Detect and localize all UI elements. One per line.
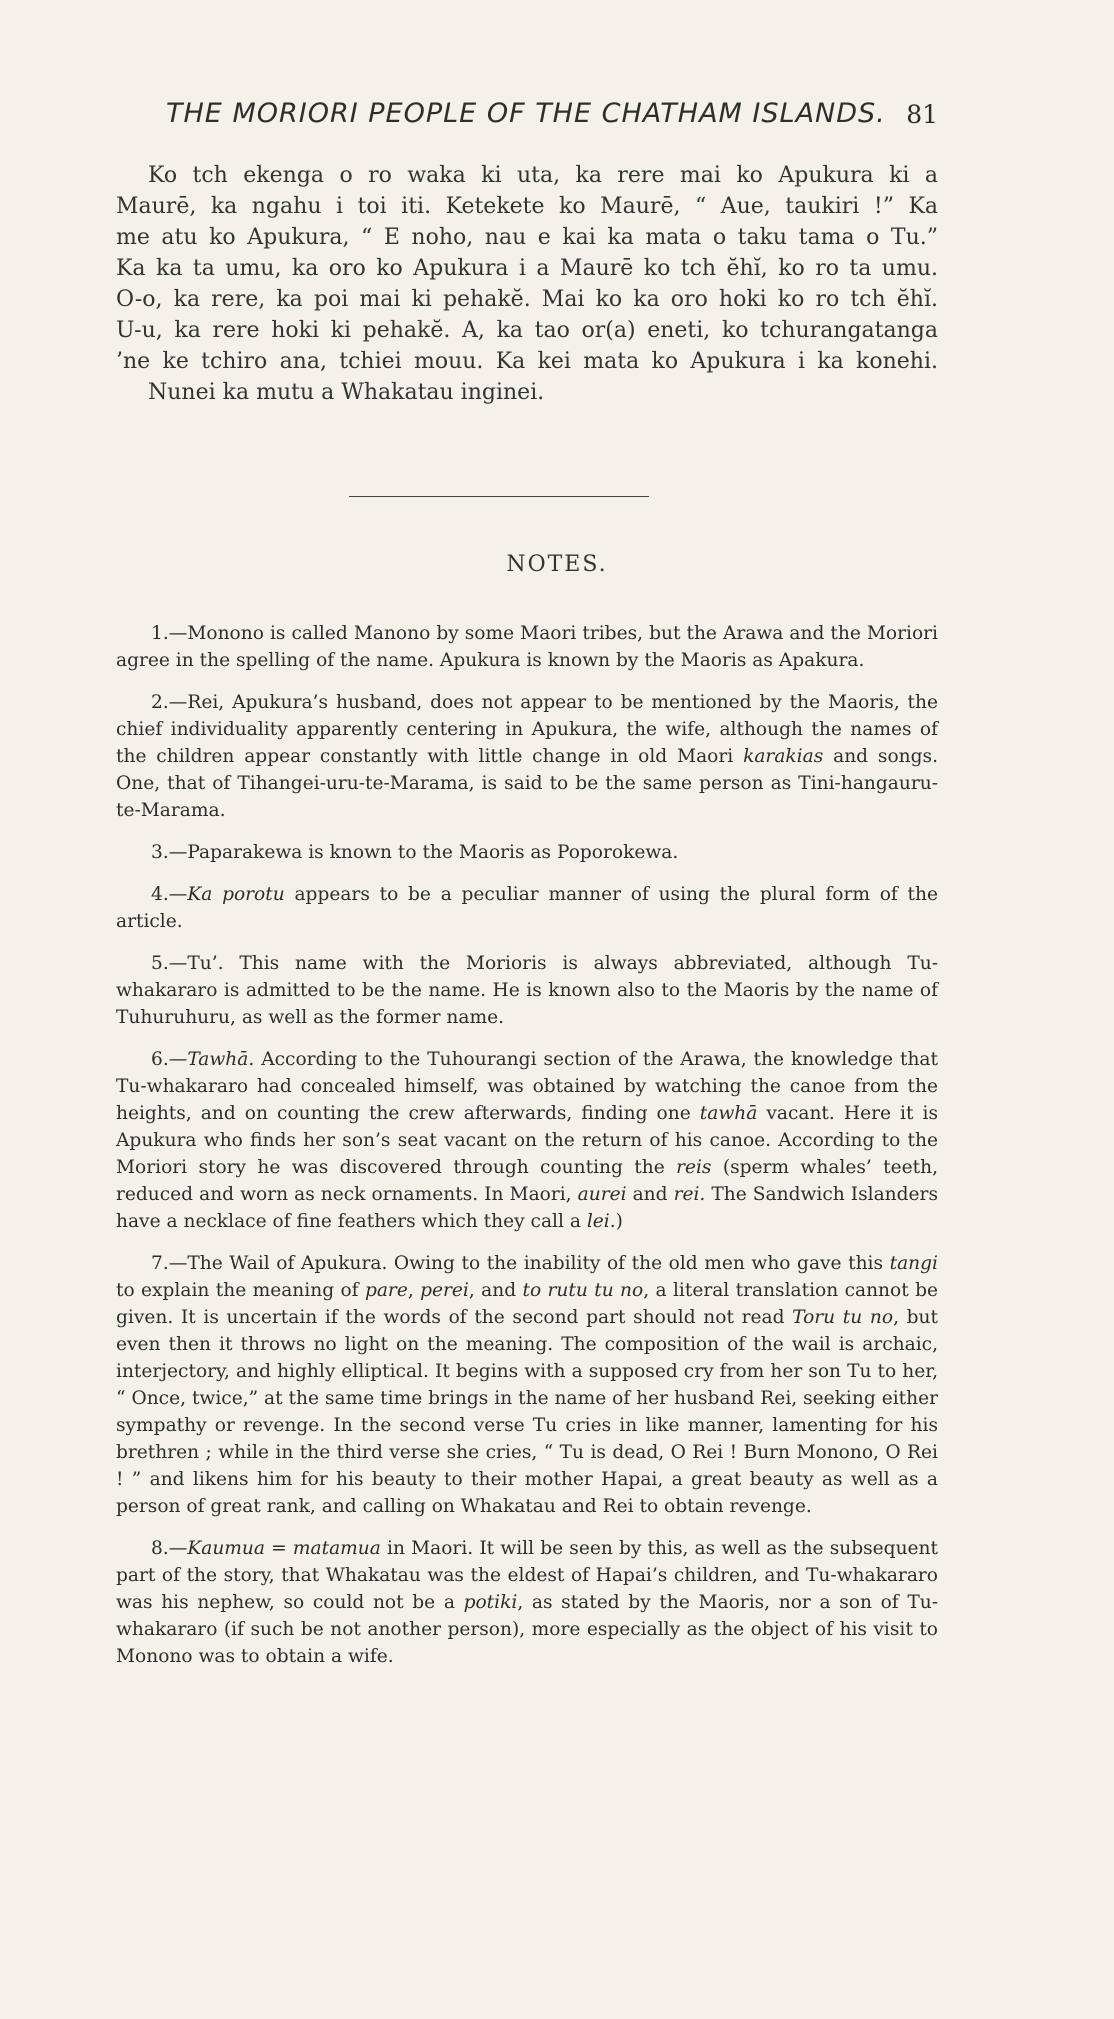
running-header	[166, 98, 944, 138]
note-text: 4.—	[151, 884, 188, 905]
note-text: 8.—	[151, 1538, 188, 1559]
running-title: THE MORIORI PEOPLE OF THE CHATHAM ISLANDS.	[166, 98, 886, 129]
note-italic-term: Kaumua	[187, 1538, 265, 1559]
note-paragraph	[116, 620, 938, 674]
section-divider	[349, 496, 649, 497]
notes-heading: NOTES.	[506, 552, 608, 577]
note-text: ,	[407, 1280, 421, 1301]
note-text: appears to be a peculiar manner of using the plural form of the article.	[116, 884, 938, 932]
tale-line: me atu ko Apukura, “ E noho, nau e kai ka mata o taku tama o Tu.”	[116, 225, 938, 250]
note-paragraph	[116, 881, 938, 935]
note-text: vacant. Here it is Apukura who finds her son’s seat vacant on the return of his canoe. According to the Moriori story he was discovered through counting the	[116, 1103, 939, 1178]
note-paragraph	[116, 1046, 938, 1235]
note-paragraph	[116, 1535, 938, 1670]
note-paragraph	[116, 950, 938, 1031]
note-italic-term: pare	[364, 1280, 408, 1301]
notes-list	[116, 620, 938, 1685]
note-italic-term: tawhā	[699, 1103, 758, 1124]
note-text: , but even then it throws no light on the meaning. The composition of the wail is archaic, interjectory, and highly elliptical. It begins with a supposed cry from her son Tu to her, “ Once, twice,” at the same time brings in the name of her husband Rei, seeking either sympathy or revenge. In the second verse Tu cries in like manner, lamenting for his brethren ; while in the third verse she cries, “ Tu is dead, O Rei ! Burn Monono, O Rei ! ” and likens him for his beauty to their mother Hapai, a great beauty as well as a person of great rank, and calling on Whakatau and Rei to obtain revenge.	[116, 1307, 939, 1517]
tale-line: Ko tch ekenga o ro waka ki uta, ka rere mai ko Apukura ki a	[148, 163, 938, 188]
note-italic-term: perei	[420, 1280, 469, 1301]
note-italic-term: matamua	[292, 1538, 381, 1559]
tale-line: Maurē, ka ngahu i toi iti. Ketekete ko Maurē, “ Aue, taukiri !” Ka	[116, 194, 938, 219]
tale-line: Ka ka ta umu, ka oro ko Apukura i a Maurē ko tch ĕhĭ, ko ro ta umu.	[116, 256, 938, 281]
note-italic-term: Ka porotu	[187, 884, 285, 905]
tale-line: ’ne ke tchiro ana, tchiei mouu. Ka kei mata ko Apukura i ka konehi.	[116, 349, 938, 374]
note-text: 1.—Monono is called Manono by some Maori tribes, but the Arawa and the Moriori agree in the spelling of the name. Apukura is known by the Maoris as Apakura.	[116, 623, 938, 671]
note-italic-term: rei.	[673, 1184, 706, 1205]
note-italic-term: lei.	[586, 1211, 616, 1232]
note-text: and songs. One, that of Tihangei-uru-te-Marama, is said to be the same person as Tini-hangauru-te-Marama.	[116, 746, 938, 821]
note-italic-term: Tawhā.	[187, 1049, 255, 1070]
note-italic-term: aurei	[577, 1184, 627, 1205]
note-text: , and	[468, 1280, 523, 1301]
note-text: )	[615, 1211, 623, 1232]
note-italic-term: potiki	[463, 1592, 518, 1613]
page-number: 81	[906, 100, 938, 129]
tale-text	[116, 160, 938, 408]
note-text: =	[265, 1538, 293, 1559]
note-italic-term: reis	[676, 1157, 712, 1178]
note-italic-term: karakias	[743, 746, 824, 767]
tale-line: U-u, ka rere hoki ki pehakĕ. A, ka tao or(a) eneti, ko tchurangatanga	[116, 318, 938, 343]
note-italic-term: tangi	[889, 1253, 938, 1274]
note-text: (sperm whales’ teeth, reduced and worn as neck ornaments. In Maori,	[116, 1157, 939, 1205]
note-text: 5.—Tu’. This name with the Morioris is always abbreviated, although Tu-whakararo is admitted to be the name. He is known also to the Maoris by the name of Tuhuruhuru, as well as the former name.	[116, 953, 938, 1028]
tale-closing-line: Nunei ka mutu a Whakatau inginei.	[148, 380, 545, 405]
note-text: According to the Tuhourangi section of the Arawa, the knowledge that Tu-whakararo had concealed himself, was obtained by watching the canoe from the heights, and on counting the crew afterwards, finding one	[116, 1049, 938, 1124]
note-text: in Maori. It will be seen by this, as well as the subsequent part of the story, that Whakatau was the eldest of Hapai’s children, and Tu-whakararo was his nephew, so could not be a	[116, 1538, 939, 1613]
note-paragraph	[116, 689, 938, 824]
tale-line: O-o, ka rere, ka poi mai ki pehakĕ. Mai ko ka oro hoki ko ro tch ĕhĭ.	[116, 287, 938, 312]
note-paragraph	[116, 839, 938, 866]
note-text: , a literal translation cannot be given. It is uncertain if the words of the second part should not read	[116, 1280, 938, 1328]
note-text: 6.—	[151, 1049, 188, 1070]
note-italic-term: to rutu tu no	[522, 1280, 644, 1301]
note-italic-term: Toru tu no	[792, 1307, 894, 1328]
note-text: 2.—Rei, Apukura’s husband, does not appear to be mentioned by the Maoris, the chief individuality apparently centering in Apukura, the wife, although the names of the children appear constantly with little change in old Maori	[116, 692, 938, 767]
note-text: 7.—The Wail of Apukura. Owing to the inability of the old men who gave this	[151, 1253, 890, 1274]
note-text: to explain the meaning of	[116, 1280, 365, 1301]
note-text: , as stated by the Maoris, nor a son of Tu-whakararo (if such be not another person), more especially as the object of his visit to Monono was to obtain a wife.	[116, 1592, 938, 1667]
note-text: and	[626, 1184, 674, 1205]
note-paragraph	[116, 1250, 938, 1520]
note-text: 3.—Paparakewa is known to the Maoris as Poporokewa.	[151, 842, 679, 863]
note-text: The Sandwich Islanders have a necklace of fine feathers which they call a	[116, 1184, 938, 1232]
